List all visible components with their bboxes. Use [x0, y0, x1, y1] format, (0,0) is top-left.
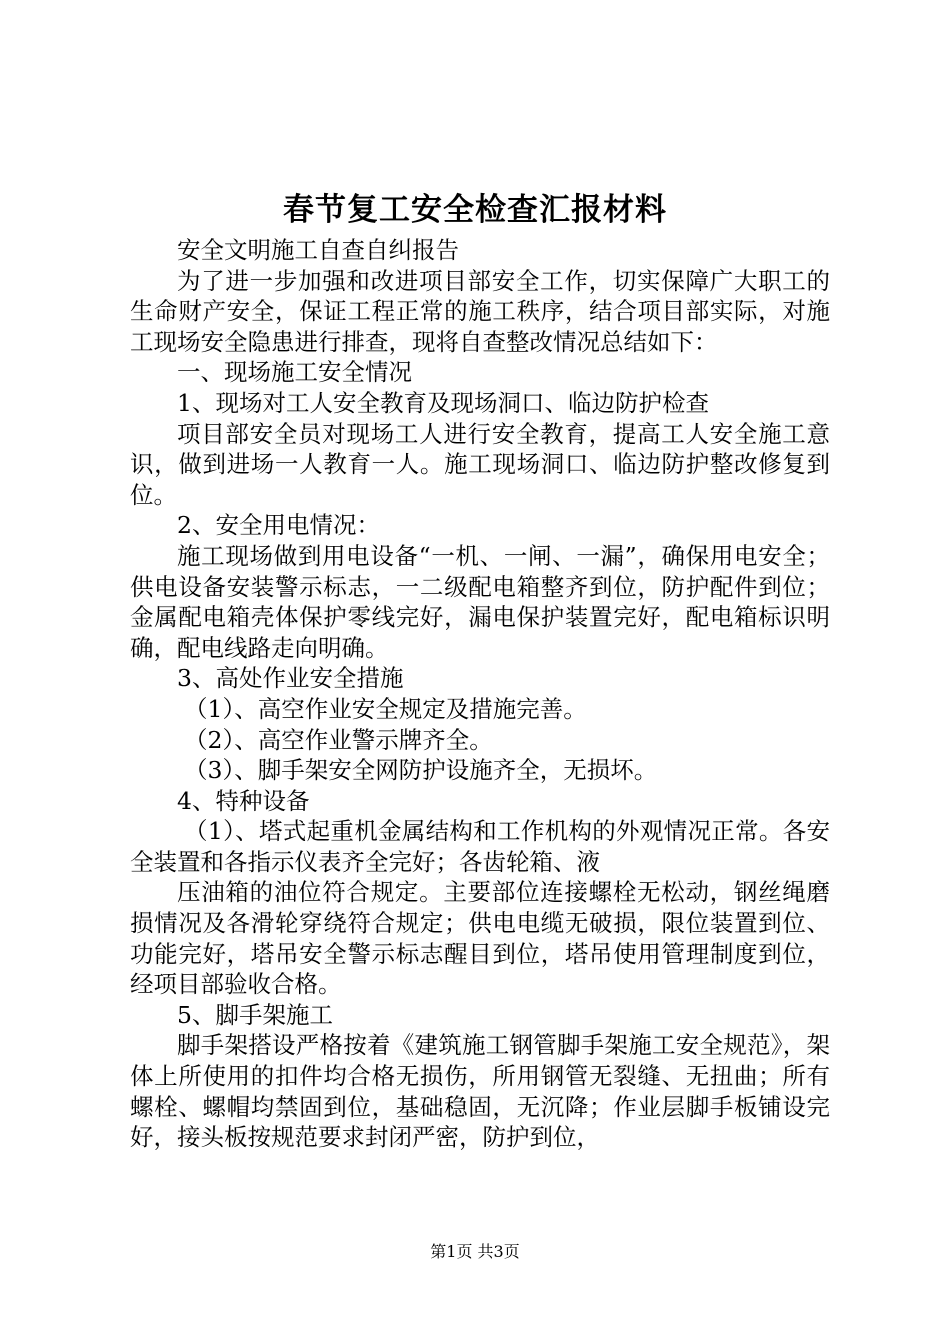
subsection-heading-5: 5、脚手架施工 — [177, 1000, 333, 1029]
paragraph-report-heading: 安全文明施工自查自纠报告 — [177, 236, 459, 264]
paragraph-scaffolding: 脚手架搭设严格按着《建筑施工钢管脚手架施工安全规范》，架体上所使用的扣件均合格无损伤，所用钢管无裂缝、无扭曲；所有螺栓、螺帽均禁固到位，基础稳固，无沉降；作业层脚手板铺设完好，接头板按规范要求封闭严密，防护到位， — [130, 1031, 830, 1152]
list-item-high-altitude-2: （2）、高空作业警示牌齐全。 — [184, 725, 493, 754]
paragraph-intro: 为了进一步加强和改进项目部安全工作，切实保障广大职工的生命财产安全，保证工程正常的施工秩序，结合项目部实际，对施工现场安全隐患进行排查，现将自查整改情况总结如下： — [130, 266, 830, 356]
page-number: 第1页 共3页 — [430, 1242, 520, 1261]
list-item-high-altitude-3: （3）、脚手架安全网防护设施齐全，无损坏。 — [184, 756, 658, 785]
paragraph-oil-tank: 压油箱的油位符合规定。主要部位连接螺栓无松动，钢丝绳磨损情况及各滑轮穿绕符合规定；供电电缆无破损，限位装置到位、功能完好，塔吊安全警示标志醒目到位，塔吊使用管理制度到位，经项目部验收合格。 — [130, 878, 830, 999]
list-item-high-altitude-1: （1）、高空作业安全规定及措施完善。 — [184, 694, 587, 723]
paragraph-electricity: 施工现场做到用电设备“一机、一闸、一漏”，确保用电安全；供电设备安装警示标志，一二级配电箱整齐到位，防护配件到位；金属配电箱壳体保护零线完好，漏电保护装置完好，配电箱标识明确，配电线路走向明确。 — [130, 541, 830, 662]
paragraph-tower-crane: （1）、塔式起重机金属结构和工作机构的外观情况正常。各安全装置和各指示仪表齐全完好；各齿轮箱、液 — [130, 817, 830, 876]
document-title: 春节复工安全检查汇报材料 — [283, 192, 667, 228]
subsection-heading-3: 3、高处作业安全措施 — [177, 664, 404, 693]
document-body — [130, 235, 830, 1153]
subsection-heading-4: 4、特种设备 — [177, 786, 310, 815]
paragraph-safety-education: 项目部安全员对现场工人进行安全教育，提高工人安全施工意识，做到进场一人教育一人。施工现场洞口、临边防护整改修复到位。 — [130, 419, 830, 509]
subsection-heading-1: 1、现场对工人安全教育及现场洞口、临边防护检查 — [177, 388, 709, 417]
section-heading-1: 一、现场施工安全情况 — [177, 358, 412, 387]
subsection-heading-2: 2、安全用电情况： — [177, 511, 380, 540]
